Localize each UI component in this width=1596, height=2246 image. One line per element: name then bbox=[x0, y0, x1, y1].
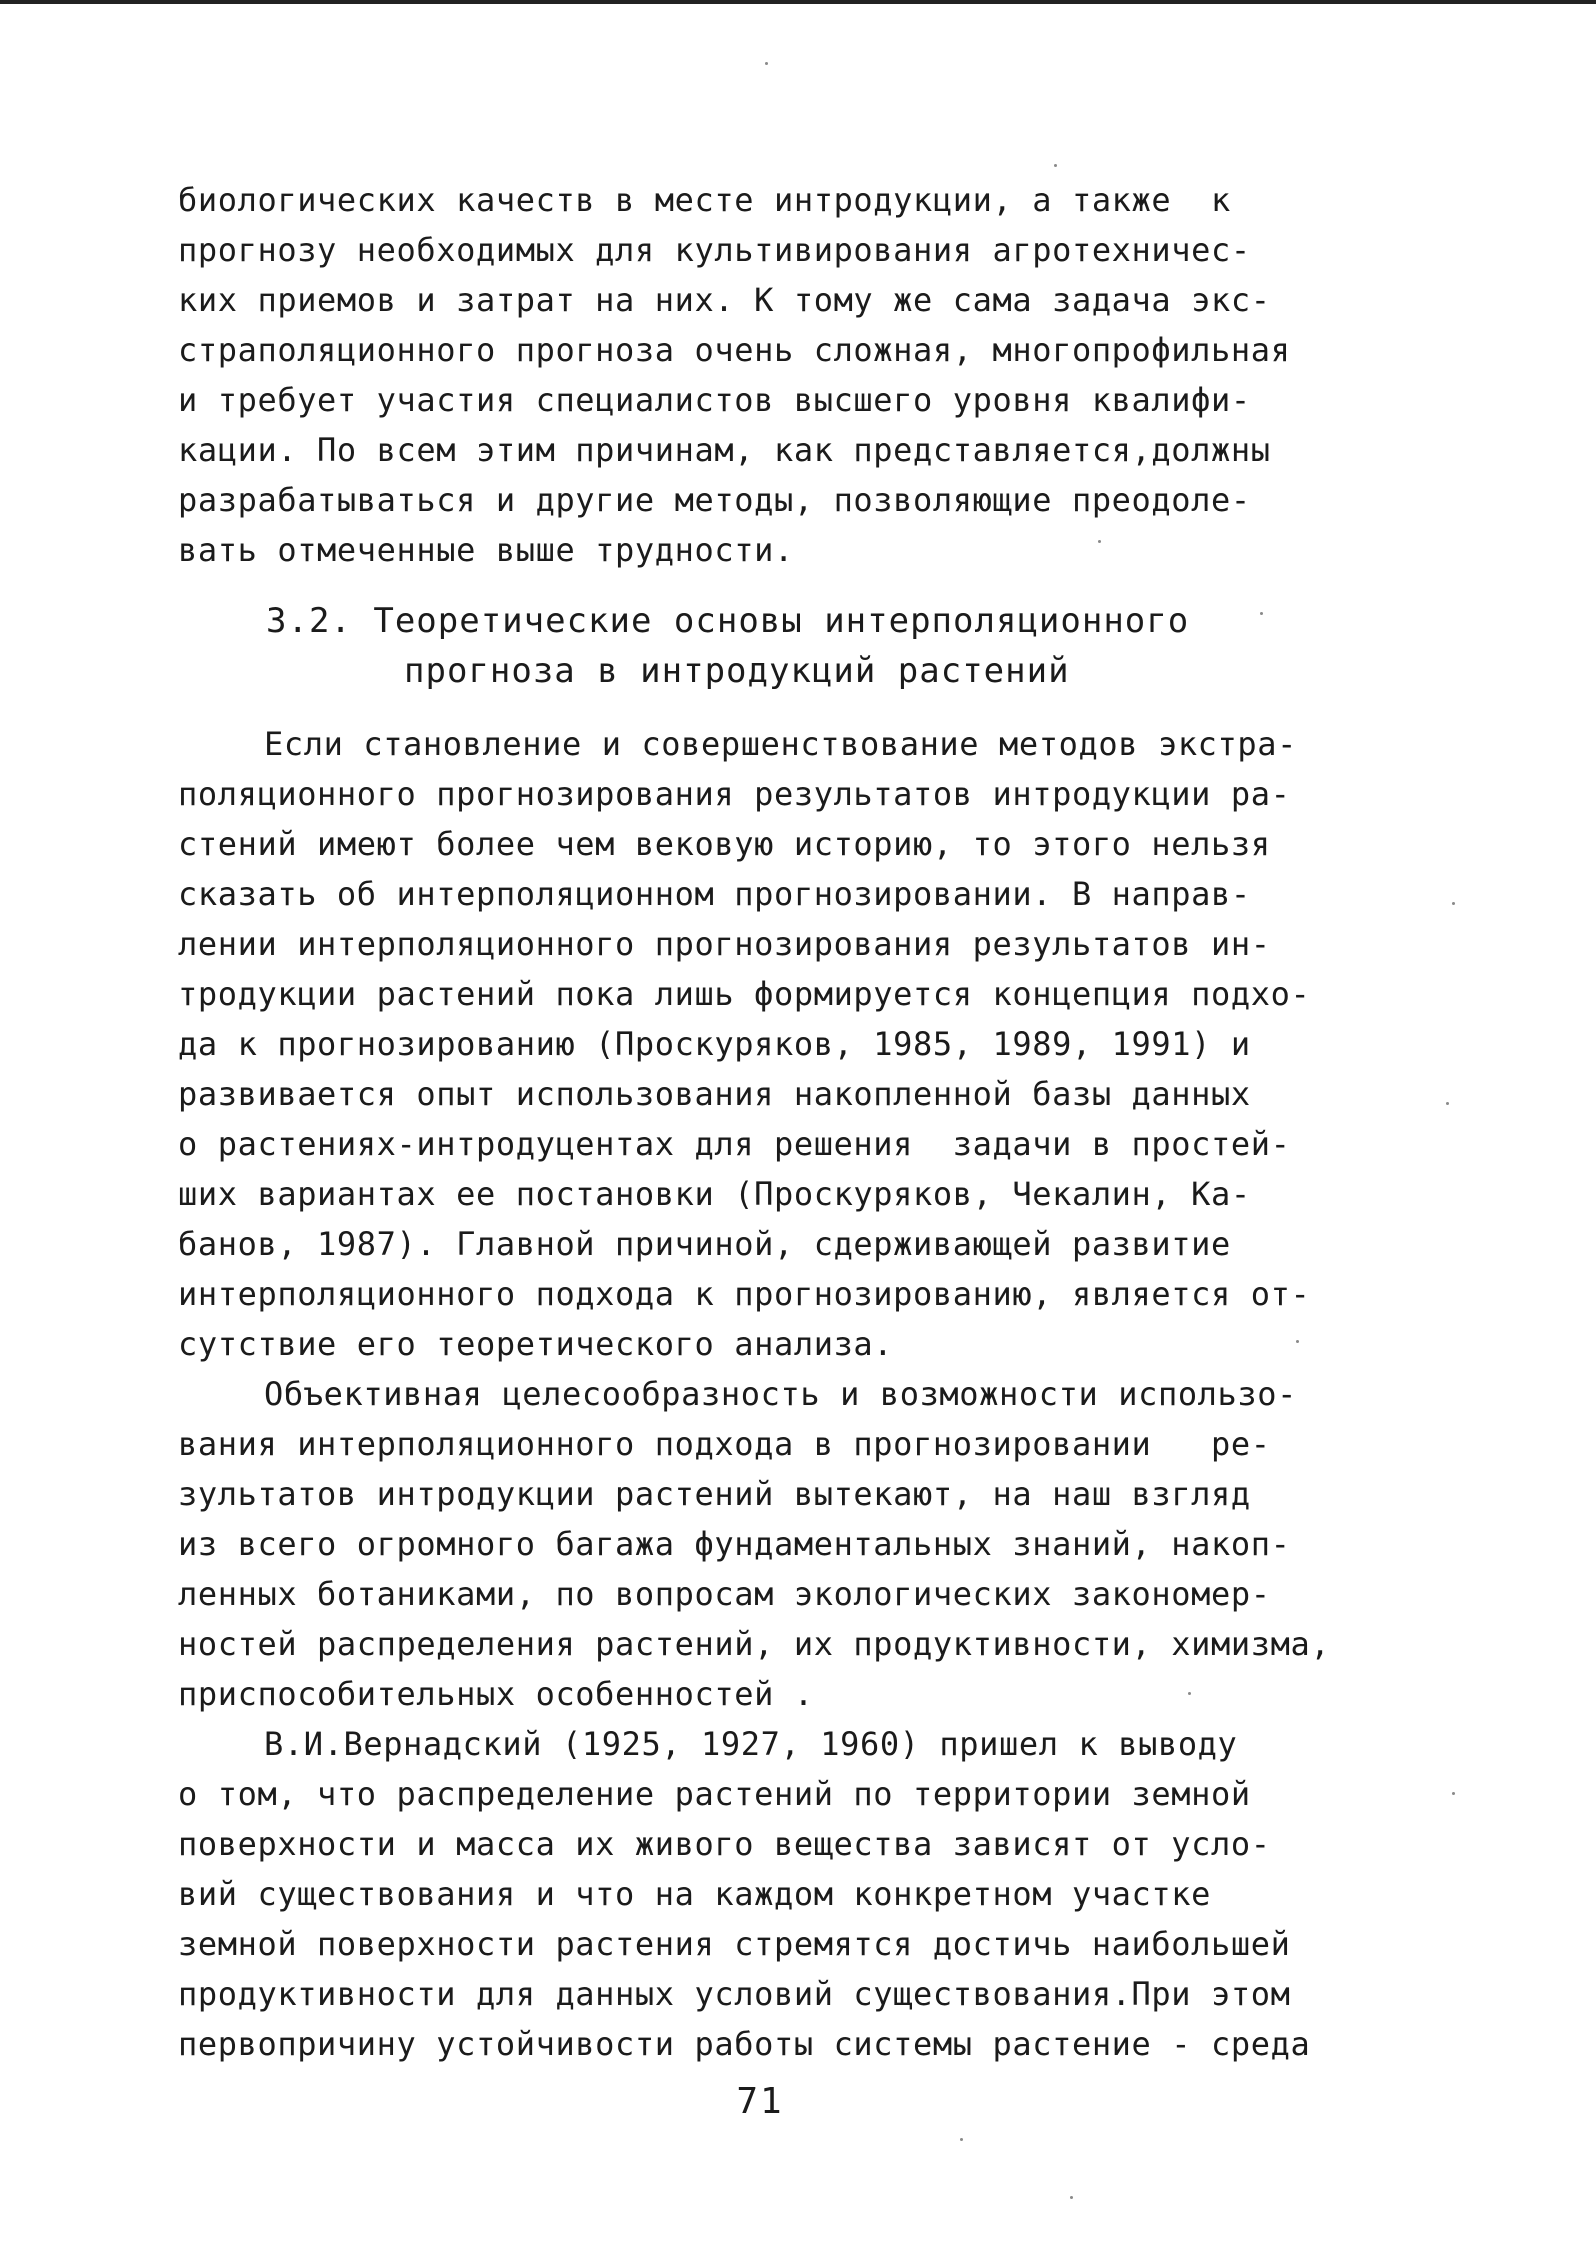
section-heading: 3.2. Теоретические основы интерполяционного bbox=[266, 601, 1190, 641]
text-line: сказать об интерполяционном прогнозировании. В направ- bbox=[178, 875, 1251, 913]
text-line: кации. По всем этим причинам, как представляется,должны bbox=[178, 431, 1271, 469]
text-line: ших вариантах ее постановки (Проскуряков, Чекалин, Ка- bbox=[178, 1175, 1251, 1213]
text-line: ностей распределения растений, их продуктивности, химизма, bbox=[178, 1625, 1331, 1663]
text-line: и требует участия специалистов высшего уровня квалифи- bbox=[178, 381, 1251, 419]
text-line: развивается опыт использования накопленной базы данных bbox=[178, 1075, 1251, 1113]
text-line: разрабатываться и другие методы, позволяющие преодоле- bbox=[178, 481, 1251, 519]
text-line: первопричину устойчивости работы системы растение - среда bbox=[178, 2025, 1311, 2063]
text-line: вий существования и что на каждом конкретном участке bbox=[178, 1875, 1212, 1913]
text-line: страполяционного прогноза очень сложная, многопрофильная bbox=[178, 331, 1291, 369]
text-line: земной поверхности растения стремятся достичь наибольшей bbox=[178, 1925, 1291, 1963]
text-line: биологических качеств в месте интродукции, а также к bbox=[178, 181, 1231, 219]
text-line: зультатов интродукции растений вытекают, на наш взгляд bbox=[178, 1475, 1251, 1513]
scan-speck bbox=[1188, 1692, 1191, 1695]
scan-speck bbox=[765, 62, 768, 65]
text-line: о том, что распределение растений по территории земной bbox=[178, 1775, 1251, 1813]
page-number: 71 bbox=[736, 2081, 784, 2122]
text-line: Объективная целесообразность и возможности использо- bbox=[264, 1375, 1298, 1413]
page-top-edge bbox=[0, 0, 1596, 4]
section-heading: прогноза в интродукций растений bbox=[404, 651, 1070, 691]
scan-speck bbox=[1296, 1340, 1299, 1343]
text-line: сутствие его теоретического анализа. bbox=[178, 1325, 894, 1363]
scan-speck bbox=[1098, 540, 1101, 543]
text-line: Если становление и совершенствование методов экстра- bbox=[264, 725, 1298, 763]
scan-speck bbox=[1452, 902, 1455, 905]
text-line: интерполяционного подхода к прогнозированию, является от- bbox=[178, 1275, 1311, 1313]
scan-speck bbox=[960, 2138, 963, 2141]
text-line: ких приемов и затрат на них. К тому же сама задача экс- bbox=[178, 281, 1271, 319]
scan-speck bbox=[1054, 164, 1057, 167]
text-line: приспособительных особенностей . bbox=[178, 1675, 814, 1713]
text-line: из всего огромного багажа фундаментальных знаний, накоп- bbox=[178, 1525, 1291, 1563]
text-line: вать отмеченные выше трудности. bbox=[178, 531, 794, 569]
scan-speck bbox=[1452, 1792, 1455, 1795]
text-line: о растениях-интродуцентах для решения задачи в простей- bbox=[178, 1125, 1291, 1163]
scan-speck bbox=[1446, 1102, 1449, 1105]
text-line: да к прогнозированию (Проскуряков, 1985, 1989, 1991) и bbox=[178, 1025, 1251, 1063]
text-line: поляционного прогнозирования результатов интродукции ра- bbox=[178, 775, 1291, 813]
text-line: стений имеют более чем вековую историю, то этого нельзя bbox=[178, 825, 1271, 863]
scan-speck bbox=[1070, 2196, 1073, 2199]
text-line: продуктивности для данных условий существования.При этом bbox=[178, 1975, 1291, 2013]
text-line: поверхности и масса их живого вещества зависят от усло- bbox=[178, 1825, 1271, 1863]
text-line: вания интерполяционного подхода в прогнозировании ре- bbox=[178, 1425, 1271, 1463]
text-line: лении интерполяционного прогнозирования результатов ин- bbox=[178, 925, 1271, 963]
scan-speck bbox=[1260, 612, 1263, 615]
text-line: прогнозу необходимых для культивирования агротехничес- bbox=[178, 231, 1251, 269]
text-line: ленных ботаниками, по вопросам экологических закономер- bbox=[178, 1575, 1271, 1613]
text-line: тродукции растений пока лишь формируется концепция подхо- bbox=[178, 975, 1311, 1013]
text-line: В.И.Вернадский (1925, 1927, 1960) пришел к выводу bbox=[264, 1725, 1238, 1763]
text-line: банов, 1987). Главной причиной, сдерживающей развитие bbox=[178, 1225, 1231, 1263]
